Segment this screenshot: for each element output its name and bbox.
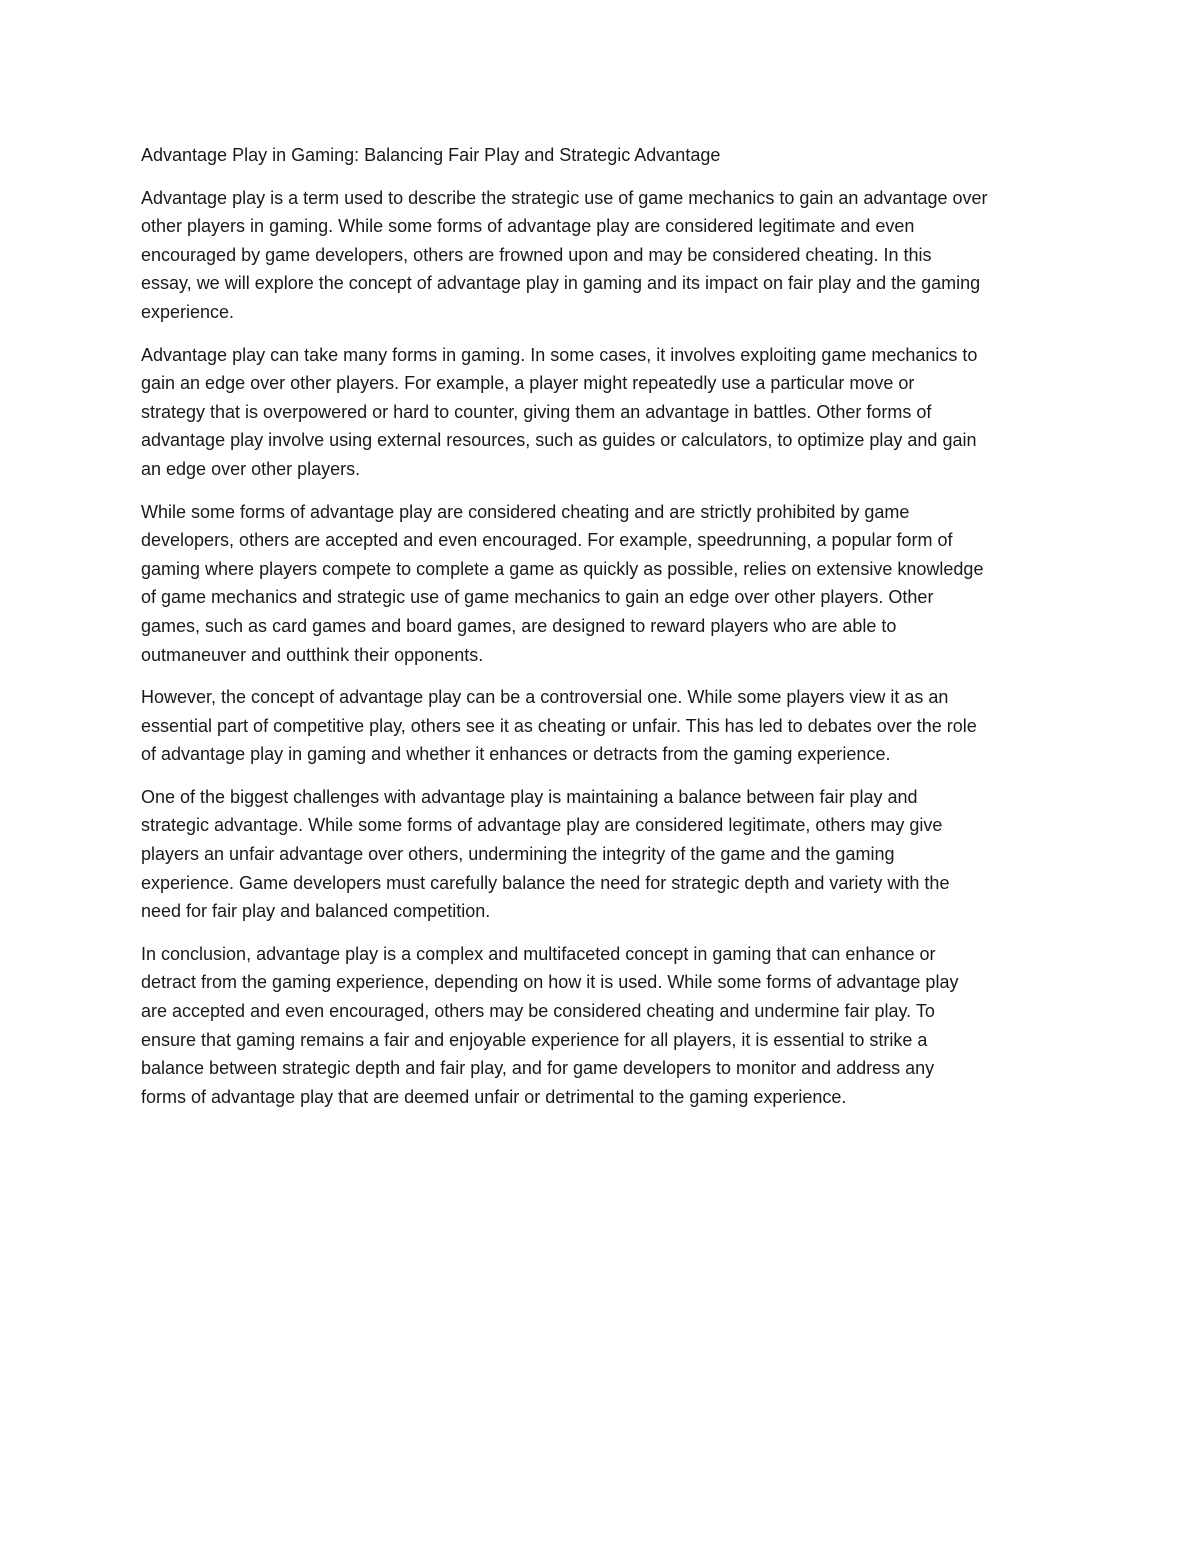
paragraph-line: encouraged by game developers, others are frowned upon and may be considered cheating. In this [141, 244, 932, 265]
paragraph-line: forms of advantage play that are deemed unfair or detrimental to the gaming experience. [141, 1086, 847, 1107]
paragraph-line: essay, we will explore the concept of advantage play in gaming and its impact on fair play and the gaming [141, 273, 981, 294]
paragraph-line: advantage play involve using external resources, such as guides or calculators, to optimize play and gain [141, 430, 977, 451]
paragraph-line: In conclusion, advantage play is a complex and multifaceted concept in gaming that can enhance or [141, 943, 936, 964]
paragraph-line: strategy that is overpowered or hard to counter, giving them an advantage in battles. Other forms of [141, 401, 932, 422]
paragraph-line: players an unfair advantage over others, undermining the integrity of the game and the gaming [141, 844, 895, 865]
paragraph-line: outmaneuver and outthink their opponents. [141, 644, 484, 665]
paragraph-line: experience. [141, 301, 235, 322]
paragraph-line: of advantage play in gaming and whether it enhances or detracts from the gaming experience. [141, 744, 891, 765]
document-title: Advantage Play in Gaming: Balancing Fair Play and Strategic Advantage [141, 145, 721, 165]
paragraph-line: an edge over other players. [141, 458, 361, 479]
paragraph-line: gain an edge over other players. For example, a player might repeatedly use a particular move or [141, 373, 915, 394]
paragraph-line: One of the biggest challenges with advantage play is maintaining a balance between fair play and [141, 786, 918, 807]
paragraph-line: However, the concept of advantage play can be a controversial one. While some players view it as an [141, 687, 949, 708]
paragraph-list [141, 184, 1061, 1112]
paragraph-5 [141, 783, 1061, 926]
paragraph-line: essential part of competitive play, others see it as cheating or unfair. This has led to debates over the role [141, 715, 977, 736]
paragraph-line: of game mechanics and strategic use of game mechanics to gain an edge over other players. Other [141, 587, 934, 608]
paragraph-line: gaming where players compete to complete a game as quickly as possible, relies on extensive knowledge [141, 558, 984, 579]
paragraph-3 [141, 498, 1061, 670]
paragraph-line: Advantage play can take many forms in gaming. In some cases, it involves exploiting game mechanics to [141, 344, 978, 365]
paragraph-6 [141, 940, 1061, 1112]
paragraph-4 [141, 683, 1061, 769]
paragraph-line: games, such as card games and board games, are designed to reward players who are able to [141, 615, 897, 636]
paragraph-line: strategic advantage. While some forms of advantage play are considered legitimate, others may give [141, 815, 943, 836]
document-body [141, 141, 1061, 1125]
paragraph-line: detract from the gaming experience, depending on how it is used. While some forms of advantage play [141, 972, 959, 993]
paragraph-2 [141, 341, 1061, 484]
paragraph-line: experience. Game developers must carefully balance the need for strategic depth and variety with the [141, 872, 950, 893]
paragraph-1 [141, 184, 1061, 327]
paragraph-line: are accepted and even encouraged, others may be considered cheating and undermine fair play. To [141, 1001, 935, 1022]
paragraph-line: While some forms of advantage play are considered cheating and are strictly prohibited by game [141, 501, 910, 522]
paragraph-line: developers, others are accepted and even encouraged. For example, speedrunning, a popular form of [141, 530, 953, 551]
paragraph-line: other players in gaming. While some forms of advantage play are considered legitimate and even [141, 216, 915, 237]
paragraph-line: balance between strategic depth and fair play, and for game developers to monitor and address any [141, 1058, 935, 1079]
paragraph-line: Advantage play is a term used to describe the strategic use of game mechanics to gain an advantage over [141, 187, 988, 208]
paragraph-line: need for fair play and balanced competition. [141, 901, 491, 922]
paragraph-line: ensure that gaming remains a fair and enjoyable experience for all players, it is essential to strike a [141, 1029, 928, 1050]
